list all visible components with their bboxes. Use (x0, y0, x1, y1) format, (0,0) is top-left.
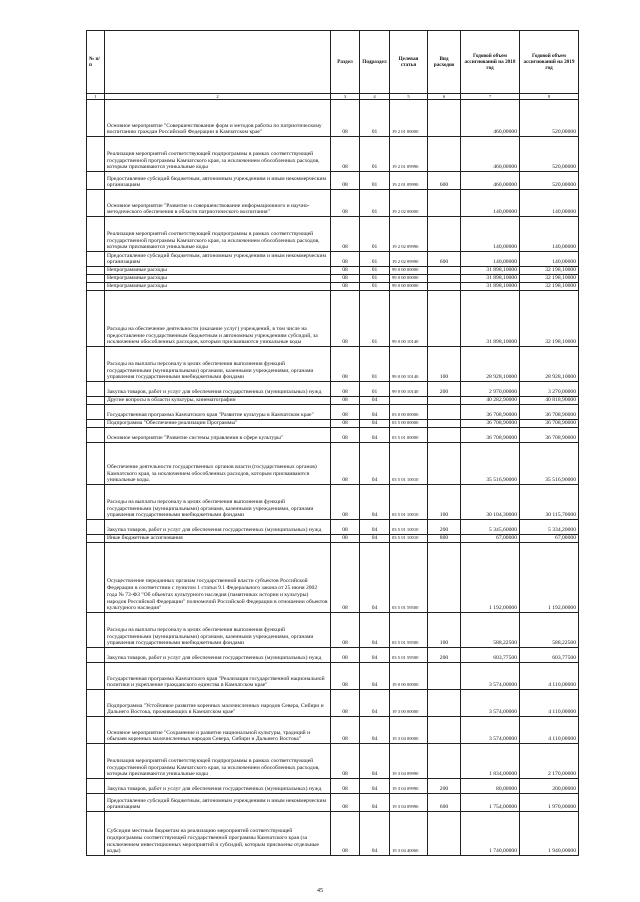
cell-name: Осуществление переданных органам государственной власти субъектов Российской Федерации в соответствии с пунктом 1 статьи 9.1 Федерального закона от 25 июня 2002 года № 73-ФЗ "Об объектах культурного наследия (памятниках истории и культуры) народов Российской Федерации" полномочий Российской Федерации в отношении объектов культурного наследия" (105, 543, 331, 613)
cell-razdel: 08 (331, 648, 360, 663)
table-row (87, 485, 579, 520)
cell-2018: 5 345,60000 (461, 520, 520, 535)
cell-num (87, 283, 105, 291)
cell-razdel: 08 (331, 543, 360, 613)
cell-vr (428, 428, 461, 443)
cell-csr: 19 3 04 09990 (390, 744, 428, 779)
table-row (87, 190, 579, 217)
cell-name: Основное мероприятие "Совершенствование форм и методов работы по патриотическому воспитанию граждан Российской Федерации в Камчатском крае" (105, 100, 331, 137)
cell-razdel: 08 (331, 275, 360, 283)
cell-num (87, 717, 105, 744)
cell-2019: 520,00000 (520, 100, 579, 137)
table-row (87, 275, 579, 283)
cell-podrazdel: 04 (360, 613, 390, 648)
page-number: 45 (317, 888, 323, 894)
cell-name: Субсидии местным бюджетам на реализацию мероприятий соответствующей подпрограммы соответствующей государственной программы Камчатского края (за исключением инвестиционных мероприятий и субсидий, которым присвоены отдельные коды) (105, 812, 331, 856)
cell-podrazdel: 04 (360, 744, 390, 779)
table-row (87, 744, 579, 779)
cell-vr (428, 405, 461, 420)
cell-razdel: 08 (331, 520, 360, 535)
cell-num (87, 217, 105, 252)
cell-vr: 800 (428, 535, 461, 543)
cell-num (87, 190, 105, 217)
cell-num (87, 291, 105, 347)
cell-2018: 3 574,00000 (461, 663, 520, 690)
cell-razdel: 08 (331, 717, 360, 744)
cell-name: Закупка товаров, работ и услуг для обеспечения государственных (муниципальных) нужд (105, 520, 331, 535)
cell-vr: 100 (428, 613, 461, 648)
cell-vr: 600 (428, 252, 461, 267)
cell-razdel: 08 (331, 291, 360, 347)
cell-num (87, 744, 105, 779)
cell-name: Государственная программа Камчатского края "Развитие культуры в Камчатском крае" (105, 405, 331, 420)
cell-vr: 100 (428, 347, 461, 382)
cell-vr (428, 744, 461, 779)
cell-podrazdel: 01 (360, 283, 390, 291)
cell-2019: 32 198,10000 (520, 275, 579, 283)
cell-name: Основное мероприятие "Сохранение и развитие национальной культуры, традиций и обычаев коренных малочисленных народов Севера, Сибири и Дальнего Востока" (105, 717, 331, 744)
cell-podrazdel: 04 (360, 485, 390, 520)
cell-vr (428, 291, 461, 347)
cell-csr: 03 5 01 10010 (390, 535, 428, 543)
cell-razdel: 08 (331, 535, 360, 543)
cell-2018: 3 574,00000 (461, 717, 520, 744)
cell-num (87, 613, 105, 648)
cell-vr (428, 812, 461, 856)
header-vr: Вид расходов (428, 31, 461, 94)
table-row (87, 794, 579, 812)
cell-2019: 4 110,00000 (520, 663, 579, 690)
cell-num (87, 648, 105, 663)
cell-csr: 19 3 04 00000 (390, 717, 428, 744)
budget-page (86, 30, 578, 856)
cell-2018: 36 708,90000 (461, 420, 520, 428)
cell-2018: 140,00000 (461, 217, 520, 252)
cell-2018: 67,00000 (461, 535, 520, 543)
table-row (87, 252, 579, 267)
table-row (87, 812, 579, 856)
cell-num (87, 485, 105, 520)
cell-num (87, 690, 105, 717)
cell-2018: 603,77500 (461, 648, 520, 663)
cell-csr: 03 5 01 00000 (390, 428, 428, 443)
table-row (87, 717, 579, 744)
cell-num (87, 347, 105, 382)
table-row (87, 283, 579, 291)
cell-vr: 600 (428, 172, 461, 190)
cell-csr: 99 0 00 10140 (390, 347, 428, 382)
cell-razdel: 08 (331, 794, 360, 812)
cell-razdel: 08 (331, 267, 360, 275)
cell-csr: 19 3 00 00000 (390, 690, 428, 717)
cell-2019: 36 708,90000 (520, 405, 579, 420)
cell-2018: 31 898,10000 (461, 267, 520, 275)
cell-razdel: 08 (331, 217, 360, 252)
cell-podrazdel: 01 (360, 137, 390, 172)
cell-2019: 28 928,10000 (520, 347, 579, 382)
cell-razdel: 08 (331, 137, 360, 172)
cell-num (87, 535, 105, 543)
cell-name: Обеспечение деятельности государственных органов власти (государственных органов) Камчатского края, за исключением обособленных расходов, которым присваиваются уникальные коды. (105, 443, 331, 485)
cell-csr: 99 0 00 10140 (390, 291, 428, 347)
cell-vr (428, 275, 461, 283)
cell-vr (428, 690, 461, 717)
cell-name: Предоставление субсидий бюджетным, автономным учреждениям и иным некоммерческим организациям (105, 172, 331, 190)
cell-podrazdel: 04 (360, 543, 390, 613)
cell-podrazdel: 04 (360, 535, 390, 543)
cell-num (87, 794, 105, 812)
cell-2019: 35 516,90000 (520, 443, 579, 485)
cell-num (87, 275, 105, 283)
cell-vr (428, 267, 461, 275)
cell-razdel: 08 (331, 382, 360, 397)
cell-podrazdel: 01 (360, 347, 390, 382)
cell-2018: 40 282,90000 (461, 397, 520, 405)
table-row (87, 428, 579, 443)
cell-csr: 19 2 02 00000 (390, 190, 428, 217)
cell-podrazdel: 01 (360, 217, 390, 252)
cell-2018: 31 898,10000 (461, 283, 520, 291)
column-number: 2 (105, 94, 331, 100)
cell-name: Реализация мероприятий соответствующей подпрограммы в рамках соответствующей государственной программы Камчатского края, за исключением обособленных расходов, которым присваиваются уникальные коды (105, 217, 331, 252)
cell-name: Непрограммные расходы (105, 267, 331, 275)
cell-name: Непрограммные расходы (105, 283, 331, 291)
cell-podrazdel: 04 (360, 690, 390, 717)
cell-name: Расходы на выплаты персоналу в целях обеспечения выполнения функций государственными (муниципальными) органами, казенными учреждениями, органами управления государственными внебюджетными фондами (105, 613, 331, 648)
cell-num (87, 172, 105, 190)
table-row (87, 267, 579, 275)
cell-2018: 588,22500 (461, 613, 520, 648)
cell-2018: 1 192,00000 (461, 543, 520, 613)
cell-podrazdel: 01 (360, 291, 390, 347)
cell-name: Предоставление субсидий бюджетным, автономным учреждениям и иным некоммерческим организациям (105, 252, 331, 267)
cell-2019: 588,22500 (520, 613, 579, 648)
table-row (87, 100, 579, 137)
cell-2018: 1 740,00000 (461, 812, 520, 856)
cell-csr: 19 3 04 09990 (390, 794, 428, 812)
cell-name: Основное мероприятие "Развитие и совершенствование информационного и научно-методического обеспечения в области патриотического воспитания" (105, 190, 331, 217)
cell-name: Непрограммные расходы (105, 275, 331, 283)
cell-podrazdel: 04 (360, 428, 390, 443)
cell-name: Закупка товаров, работ и услуг для обеспечения государственных (муниципальных) нужд (105, 382, 331, 397)
table-header-row (87, 31, 579, 94)
cell-csr: 19 2 02 09990 (390, 217, 428, 252)
cell-csr: 99 0 00 00000 (390, 283, 428, 291)
cell-csr: 19 2 01 09990 (390, 137, 428, 172)
cell-vr (428, 190, 461, 217)
cell-2018: 460,00000 (461, 137, 520, 172)
cell-2019: 1 192,00000 (520, 543, 579, 613)
column-number: 3 (331, 94, 360, 100)
cell-name: Другие вопросы в области культуры, кинематографии (105, 397, 331, 405)
budget-table (86, 30, 579, 856)
cell-2018: 36 708,90000 (461, 405, 520, 420)
cell-razdel: 08 (331, 420, 360, 428)
cell-name: Предоставление субсидий бюджетным, автономным учреждениям и иным некоммерческим организациям (105, 794, 331, 812)
cell-csr: 03 5 01 10010 (390, 485, 428, 520)
cell-podrazdel: 04 (360, 397, 390, 405)
table-row (87, 397, 579, 405)
cell-2018: 140,00000 (461, 190, 520, 217)
table-row (87, 217, 579, 252)
cell-2018: 140,00000 (461, 252, 520, 267)
cell-2018: 28 928,10000 (461, 347, 520, 382)
cell-podrazdel: 04 (360, 779, 390, 794)
cell-2019: 32 198,10000 (520, 283, 579, 291)
cell-vr: 100 (428, 485, 461, 520)
cell-2019: 36 708,90000 (520, 428, 579, 443)
cell-name: Реализация мероприятий соответствующей подпрограммы в рамках соответствующей государственной программы Камчатского края, за исключением обособленных расходов, которым присваиваются уникальные коды (105, 744, 331, 779)
cell-razdel: 08 (331, 190, 360, 217)
cell-razdel: 08 (331, 172, 360, 190)
cell-num (87, 405, 105, 420)
table-row (87, 535, 579, 543)
cell-csr: 19 0 00 00000 (390, 663, 428, 690)
cell-razdel: 08 (331, 663, 360, 690)
cell-razdel: 08 (331, 252, 360, 267)
column-number: 1 (87, 94, 105, 100)
cell-2019: 2 170,00000 (520, 744, 579, 779)
column-number: 6 (428, 94, 461, 100)
cell-name: Иные бюджетные ассигнования (105, 535, 331, 543)
cell-podrazdel: 04 (360, 405, 390, 420)
cell-podrazdel: 01 (360, 275, 390, 283)
cell-num (87, 267, 105, 275)
cell-vr (428, 397, 461, 405)
cell-num (87, 137, 105, 172)
cell-vr (428, 100, 461, 137)
cell-2019: 67,00000 (520, 535, 579, 543)
cell-razdel: 08 (331, 690, 360, 717)
header-podrazdel: Подраздел (360, 31, 390, 94)
table-row (87, 663, 579, 690)
header-2018: Годовой объем ассигнований на 2018 год (461, 31, 520, 94)
header-csr: Целевая статья (390, 31, 428, 94)
cell-csr: 99 0 00 10140 (390, 382, 428, 397)
table-row (87, 347, 579, 382)
cell-razdel: 08 (331, 347, 360, 382)
cell-vr (428, 420, 461, 428)
header-name (105, 31, 331, 94)
cell-csr: 03 5 01 59500 (390, 613, 428, 648)
cell-2019: 200,00000 (520, 779, 579, 794)
cell-podrazdel: 01 (360, 267, 390, 275)
cell-2018: 36 708,90000 (461, 428, 520, 443)
cell-podrazdel: 01 (360, 100, 390, 137)
cell-name: Расходы на обеспечение деятельности (оказание услуг) учреждений, в том числе на предоставление государственным бюджетным и автономным учреждениям субсидий, за исключением обособленных расходов, которым присваиваются уникальные коды (105, 291, 331, 347)
cell-2019: 32 198,10000 (520, 267, 579, 275)
cell-vr: 600 (428, 794, 461, 812)
cell-csr: 19 2 01 00000 (390, 100, 428, 137)
table-row (87, 690, 579, 717)
cell-podrazdel: 04 (360, 520, 390, 535)
cell-razdel: 08 (331, 443, 360, 485)
cell-2019: 40 818,90000 (520, 397, 579, 405)
cell-podrazdel: 04 (360, 794, 390, 812)
cell-2019: 520,00000 (520, 137, 579, 172)
table-row (87, 172, 579, 190)
cell-podrazdel: 01 (360, 252, 390, 267)
cell-csr: 19 3 04 40060 (390, 812, 428, 856)
cell-2018: 31 898,10000 (461, 275, 520, 283)
cell-name: Государственная программа Камчатского края "Реализация государственной национальной политики и укрепление гражданского единства в Камчатском крае" (105, 663, 331, 690)
cell-2019: 140,00000 (520, 252, 579, 267)
header-razdel: Раздел (331, 31, 360, 94)
cell-vr (428, 283, 461, 291)
cell-2018: 80,00000 (461, 779, 520, 794)
cell-podrazdel: 04 (360, 420, 390, 428)
cell-2019: 1 970,00000 (520, 794, 579, 812)
cell-podrazdel: 04 (360, 717, 390, 744)
column-number: 7 (461, 94, 520, 100)
table-row (87, 382, 579, 397)
table-row (87, 443, 579, 485)
cell-csr: 19 3 04 09990 (390, 779, 428, 794)
cell-razdel: 08 (331, 485, 360, 520)
cell-2018: 460,00000 (461, 100, 520, 137)
table-row (87, 613, 579, 648)
cell-csr: 03 0 00 00000 (390, 405, 428, 420)
cell-razdel: 08 (331, 428, 360, 443)
cell-2019: 3 270,00000 (520, 382, 579, 397)
cell-num (87, 543, 105, 613)
cell-vr (428, 663, 461, 690)
cell-csr (390, 397, 428, 405)
cell-vr: 200 (428, 520, 461, 535)
cell-2019: 4 110,00000 (520, 717, 579, 744)
table-body (87, 100, 579, 856)
cell-podrazdel: 04 (360, 812, 390, 856)
cell-csr: 99 0 00 00000 (390, 267, 428, 275)
cell-2019: 520,00000 (520, 172, 579, 190)
cell-podrazdel: 01 (360, 190, 390, 217)
cell-num (87, 443, 105, 485)
table-row (87, 405, 579, 420)
cell-razdel: 08 (331, 744, 360, 779)
cell-podrazdel: 01 (360, 382, 390, 397)
cell-2018: 460,00000 (461, 172, 520, 190)
cell-num (87, 520, 105, 535)
cell-razdel: 08 (331, 613, 360, 648)
cell-2019: 4 110,00000 (520, 690, 579, 717)
cell-2018: 30 104,30000 (461, 485, 520, 520)
cell-podrazdel: 04 (360, 663, 390, 690)
cell-name: Подпрограмма "Устойчивое развитие коренных малочисленных народов Севера, Сибири и Дальнего Востока, проживающих в Камчатском крае" (105, 690, 331, 717)
cell-2019: 140,00000 (520, 217, 579, 252)
table-row (87, 543, 579, 613)
cell-podrazdel: 04 (360, 443, 390, 485)
cell-name: Реализация мероприятий соответствующей подпрограммы в рамках соответствующей государственной программы Камчатского края, за исключением обособленных расходов, которым присваиваются уникальные коды (105, 137, 331, 172)
cell-2019: 1 940,00000 (520, 812, 579, 856)
cell-name: Расходы на выплаты персоналу в целях обеспечения выполнения функций государственными (муниципальными) органами, казенными учреждениями, органами управления государственными внебюджетными фондами (105, 347, 331, 382)
cell-vr (428, 543, 461, 613)
cell-razdel: 08 (331, 779, 360, 794)
cell-2019: 30 115,70000 (520, 485, 579, 520)
cell-name: Основное мероприятие "Развитие системы управления в сфере культуры" (105, 428, 331, 443)
cell-num (87, 428, 105, 443)
cell-2018: 35 516,90000 (461, 443, 520, 485)
header-num: № п/п (87, 31, 105, 94)
cell-csr: 19 2 02 09990 (390, 252, 428, 267)
cell-name: Расходы на выплаты персоналу в целях обеспечения выполнения функций государственными (муниципальными) органами, казенными учреждениями, органами управления государственными внебюджетными фондами (105, 485, 331, 520)
column-number: 4 (360, 94, 390, 100)
cell-razdel: 08 (331, 405, 360, 420)
table-row (87, 648, 579, 663)
header-2019: Годовой объем ассигнований на 2019 год (520, 31, 579, 94)
cell-2019: 603,77500 (520, 648, 579, 663)
table-row (87, 420, 579, 428)
cell-vr (428, 717, 461, 744)
cell-num (87, 663, 105, 690)
cell-csr: 03 5 00 00000 (390, 420, 428, 428)
cell-razdel: 08 (331, 812, 360, 856)
cell-num (87, 100, 105, 137)
cell-num (87, 420, 105, 428)
cell-vr (428, 217, 461, 252)
cell-num (87, 812, 105, 856)
table-row (87, 291, 579, 347)
cell-vr: 200 (428, 648, 461, 663)
column-number: 5 (390, 94, 428, 100)
cell-csr: 03 5 01 10010 (390, 443, 428, 485)
cell-2019: 36 708,90000 (520, 420, 579, 428)
cell-2019: 5 334,20000 (520, 520, 579, 535)
table-row (87, 779, 579, 794)
cell-2019: 140,00000 (520, 190, 579, 217)
cell-2018: 31 898,10000 (461, 291, 520, 347)
table-row (87, 137, 579, 172)
cell-razdel: 08 (331, 100, 360, 137)
cell-vr: 200 (428, 779, 461, 794)
cell-csr: 03 5 01 59500 (390, 543, 428, 613)
cell-podrazdel: 01 (360, 172, 390, 190)
cell-2019: 32 198,10000 (520, 291, 579, 347)
cell-csr: 19 2 01 09990 (390, 172, 428, 190)
cell-vr (428, 137, 461, 172)
cell-csr: 03 5 01 59500 (390, 648, 428, 663)
cell-csr: 99 0 00 00000 (390, 275, 428, 283)
cell-csr: 03 5 01 10010 (390, 520, 428, 535)
cell-razdel: 08 (331, 283, 360, 291)
cell-vr: 200 (428, 382, 461, 397)
cell-razdel: 08 (331, 397, 360, 405)
cell-num (87, 397, 105, 405)
table-row (87, 520, 579, 535)
cell-num (87, 382, 105, 397)
cell-name: Закупка товаров, работ и услуг для обеспечения государственных (муниципальных) нужд (105, 779, 331, 794)
cell-2018: 1 834,00000 (461, 744, 520, 779)
cell-name: Закупка товаров, работ и услуг для обеспечения государственных (муниципальных) нужд (105, 648, 331, 663)
cell-podrazdel: 04 (360, 648, 390, 663)
cell-num (87, 252, 105, 267)
cell-2018: 2 970,00000 (461, 382, 520, 397)
column-number: 8 (520, 94, 579, 100)
cell-num (87, 779, 105, 794)
cell-2018: 1 754,00000 (461, 794, 520, 812)
cell-name: Подпрограмма "Обеспечение реализации Программы" (105, 420, 331, 428)
cell-vr (428, 443, 461, 485)
cell-2018: 3 574,00000 (461, 690, 520, 717)
